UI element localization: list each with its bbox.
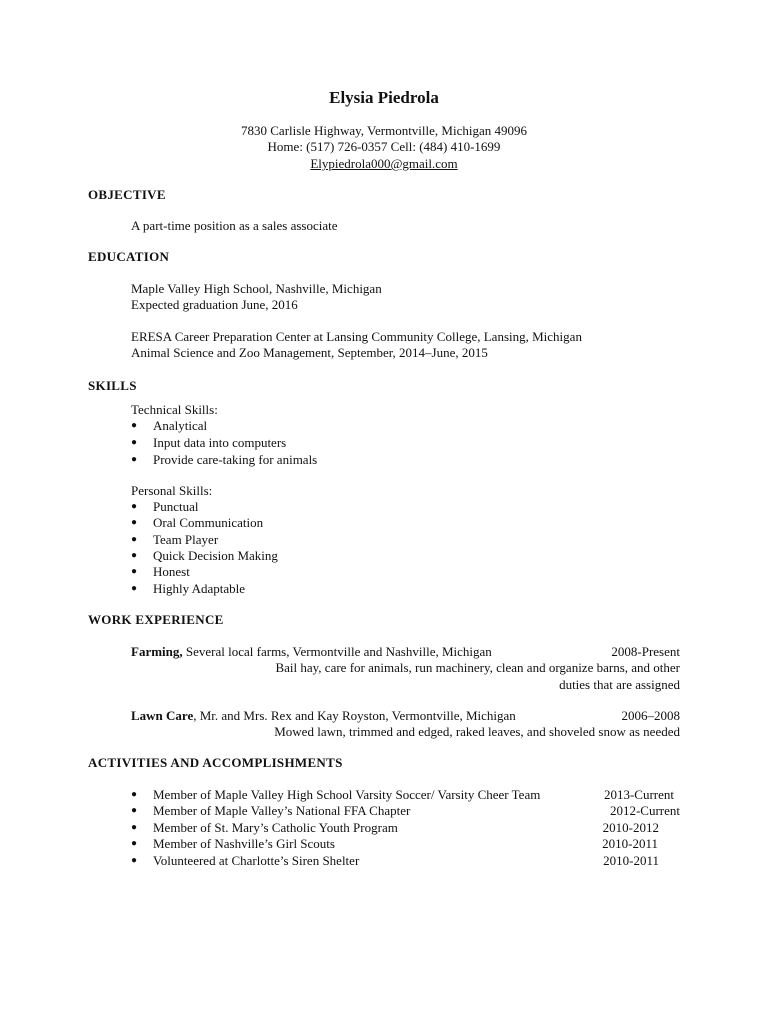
list-item: Analytical bbox=[153, 418, 208, 433]
bullet-icon: ● bbox=[131, 855, 138, 866]
bullet-icon: ● bbox=[131, 838, 138, 849]
bullet-icon: ● bbox=[131, 566, 138, 577]
list-item: Provide care-taking for animals bbox=[153, 452, 318, 467]
activity-dates: 2010-2012 bbox=[602, 820, 659, 835]
list-item: Team Player bbox=[153, 532, 219, 547]
activity-dates: 2010-2011 bbox=[603, 853, 659, 868]
applicant-name: Elysia Piedrola bbox=[329, 88, 439, 107]
bullet-icon: ● bbox=[131, 583, 138, 594]
activities-heading: ACTIVITIES AND ACCOMPLISHMENTS bbox=[88, 755, 343, 770]
address-line: 7830 Carlisle Highway, Vermontville, Michigan 49096 bbox=[241, 123, 527, 138]
job-description: duties that are assigned bbox=[559, 677, 680, 692]
technical-skills-label: Technical Skills: bbox=[131, 402, 218, 417]
education-school: ERESA Career Preparation Center at Lansing Community College, Lansing, Michigan bbox=[131, 329, 582, 344]
bullet-icon: ● bbox=[131, 789, 138, 800]
list-item: Punctual bbox=[153, 499, 199, 514]
bullet-icon: ● bbox=[131, 437, 138, 448]
job-dates: 2008-Present bbox=[611, 644, 680, 659]
job-title-line bbox=[131, 644, 492, 660]
education-detail: Expected graduation June, 2016 bbox=[131, 297, 298, 312]
list-item: Member of St. Mary’s Catholic Youth Program bbox=[153, 820, 398, 835]
activity-dates: 2013-Current bbox=[603, 787, 674, 802]
list-item: Input data into computers bbox=[153, 435, 287, 450]
bullet-icon: ● bbox=[131, 517, 138, 528]
list-item: Honest bbox=[153, 564, 190, 579]
list-item: Member of Maple Valley High School Varsity Soccer/ Varsity Cheer Team bbox=[153, 787, 541, 802]
job-title: Farming, bbox=[131, 644, 183, 659]
email-link[interactable]: Elypiedrola000@gmail.com bbox=[310, 156, 458, 171]
job-employer: , Mr. and Mrs. Rex and Kay Royston, Vermontville, Michigan bbox=[193, 708, 516, 723]
bullet-icon: ● bbox=[131, 534, 138, 545]
activity-dates: 2012-Current bbox=[609, 803, 680, 818]
job-title-line bbox=[131, 708, 516, 724]
bullet-icon: ● bbox=[131, 822, 138, 833]
bullet-icon: ● bbox=[131, 454, 138, 465]
education-heading: EDUCATION bbox=[88, 249, 170, 264]
education-entry bbox=[131, 281, 382, 313]
job-dates: 2006–2008 bbox=[621, 708, 680, 723]
education-detail: Animal Science and Zoo Management, September, 2014–June, 2015 bbox=[131, 345, 488, 360]
objective-text: A part-time position as a sales associate bbox=[131, 218, 338, 233]
objective-heading: OBJECTIVE bbox=[88, 187, 166, 202]
list-item: Member of Maple Valley’s National FFA Chapter bbox=[153, 803, 411, 818]
job-description: Bail hay, care for animals, run machinery, clean and organize barns, and other bbox=[275, 660, 680, 675]
job-description: Mowed lawn, trimmed and edged, raked leaves, and shoveled snow as needed bbox=[274, 724, 680, 739]
list-item: Volunteered at Charlotte’s Siren Shelter bbox=[153, 853, 360, 868]
phone-line: Home: (517) 726-0357 Cell: (484) 410-1699 bbox=[267, 139, 501, 154]
bullet-icon: ● bbox=[131, 550, 138, 561]
bullet-icon: ● bbox=[131, 420, 138, 431]
activity-dates: 2010-2011 bbox=[602, 836, 658, 851]
list-item: Highly Adaptable bbox=[153, 581, 246, 596]
email-line bbox=[0, 156, 768, 172]
work-experience-heading: WORK EXPERIENCE bbox=[88, 612, 224, 627]
bullet-icon: ● bbox=[131, 501, 138, 512]
education-school: Maple Valley High School, Nashville, Michigan bbox=[131, 281, 382, 296]
job-employer: Several local farms, Vermontville and Nashville, Michigan bbox=[182, 644, 492, 659]
list-item: Oral Communication bbox=[153, 515, 264, 530]
skills-heading: SKILLS bbox=[88, 378, 137, 393]
bullet-icon: ● bbox=[131, 805, 138, 816]
job-title: Lawn Care bbox=[131, 708, 194, 723]
list-item: Member of Nashville’s Girl Scouts bbox=[153, 836, 335, 851]
education-entry bbox=[131, 329, 582, 361]
personal-skills-label: Personal Skills: bbox=[131, 483, 213, 498]
list-item: Quick Decision Making bbox=[153, 548, 278, 563]
